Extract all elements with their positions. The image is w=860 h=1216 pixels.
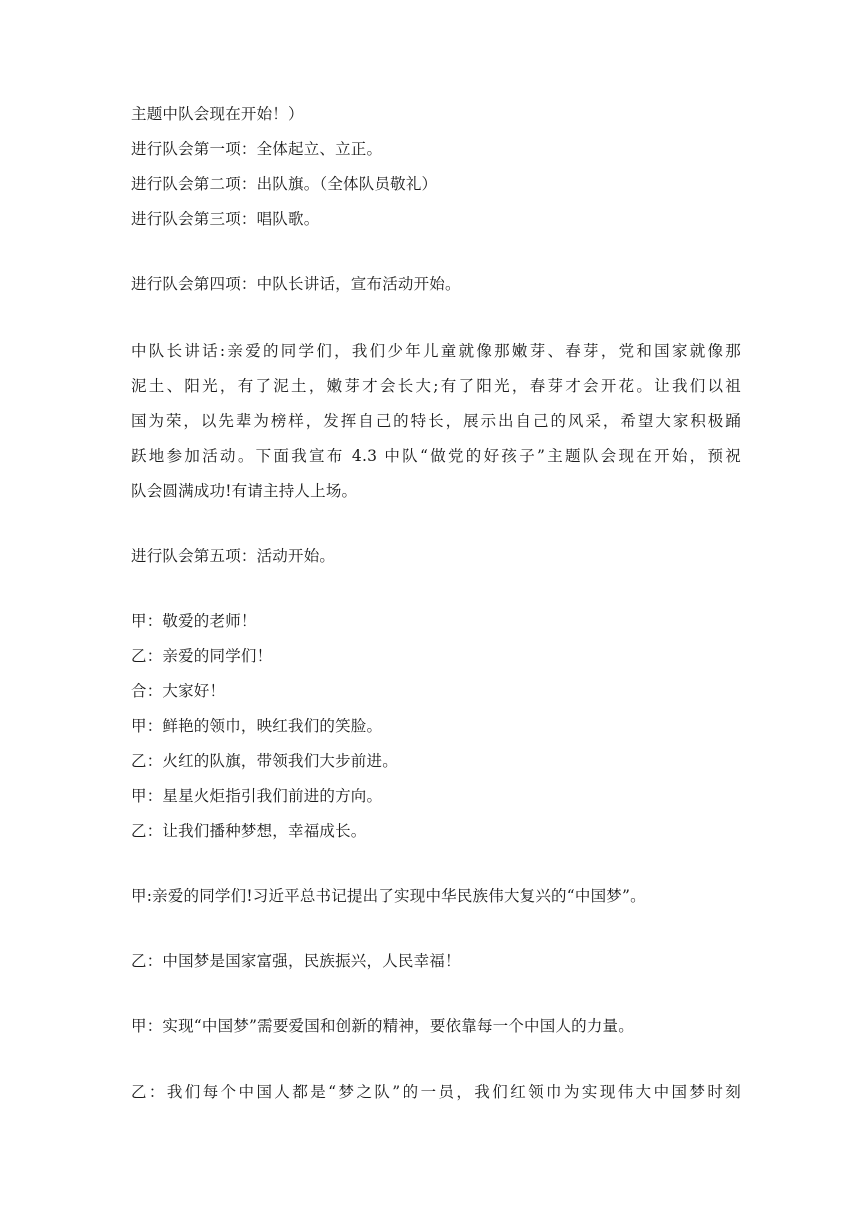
text-line: 进行队会第四项：中队长讲话，宣布活动开始。 — [131, 275, 461, 293]
dialogue-line: 甲：敬爱的老师！ — [131, 612, 257, 630]
text-line: 进行队会第二项：出队旗。（全体队员敬礼） — [131, 175, 438, 193]
dialogue-line: 甲：实现“中国梦”需要爱国和创新的精神，要依靠每一个中国人的力量。 — [131, 1017, 634, 1035]
dialogue-line: 甲：鲜艳的领巾，映红我们的笑脸。 — [131, 717, 383, 735]
dialogue-line: 甲:亲爱的同学们!习近平总书记提出了实现中华民族伟大复兴的“中国梦”。 — [131, 887, 646, 905]
dialogue-line: 乙：亲爱的同学们！ — [131, 647, 273, 665]
text-line: 进行队会第一项：全体起立、立正。 — [131, 140, 383, 158]
text-line: 进行队会第五项：活动开始。 — [131, 547, 336, 565]
dialogue-line: 合：大家好！ — [131, 682, 226, 700]
paragraph-line: 跃地参加活动。下面我宣布 4.3 中队“做党的好孩子”主题队会现在开始，预祝 — [131, 447, 741, 465]
dialogue-line: 乙：火红的队旗，带领我们大步前进。 — [131, 752, 398, 770]
paragraph-line: 国为荣，以先辈为榜样，发挥自己的特长，展示出自己的风采，希望大家积极踊 — [131, 412, 741, 430]
dialogue-line: 甲：星星火炬指引我们前进的方向。 — [131, 787, 383, 805]
dialogue-line: 乙：我们每个中国人都是“梦之队”的一员，我们红领巾为实现伟大中国梦时刻 — [131, 1083, 741, 1101]
dialogue-line: 乙：中国梦是国家富强，民族振兴，人民幸福！ — [131, 952, 461, 970]
text-line: 主题中队会现在开始！） — [131, 105, 304, 123]
paragraph-line: 队会圆满成功!有请主持人上场。 — [131, 482, 358, 500]
dialogue-line: 乙：让我们播种梦想，幸福成长。 — [131, 822, 367, 840]
text-line: 进行队会第三项：唱队歌。 — [131, 210, 320, 228]
paragraph-line: 泥土、阳光，有了泥土，嫩芽才会长大;有了阳光，春芽才会开花。让我们以祖 — [131, 377, 741, 395]
paragraph-line: 中队长讲话:亲爱的同学们，我们少年儿童就像那嫩芽、春芽，党和国家就像那 — [131, 342, 741, 360]
